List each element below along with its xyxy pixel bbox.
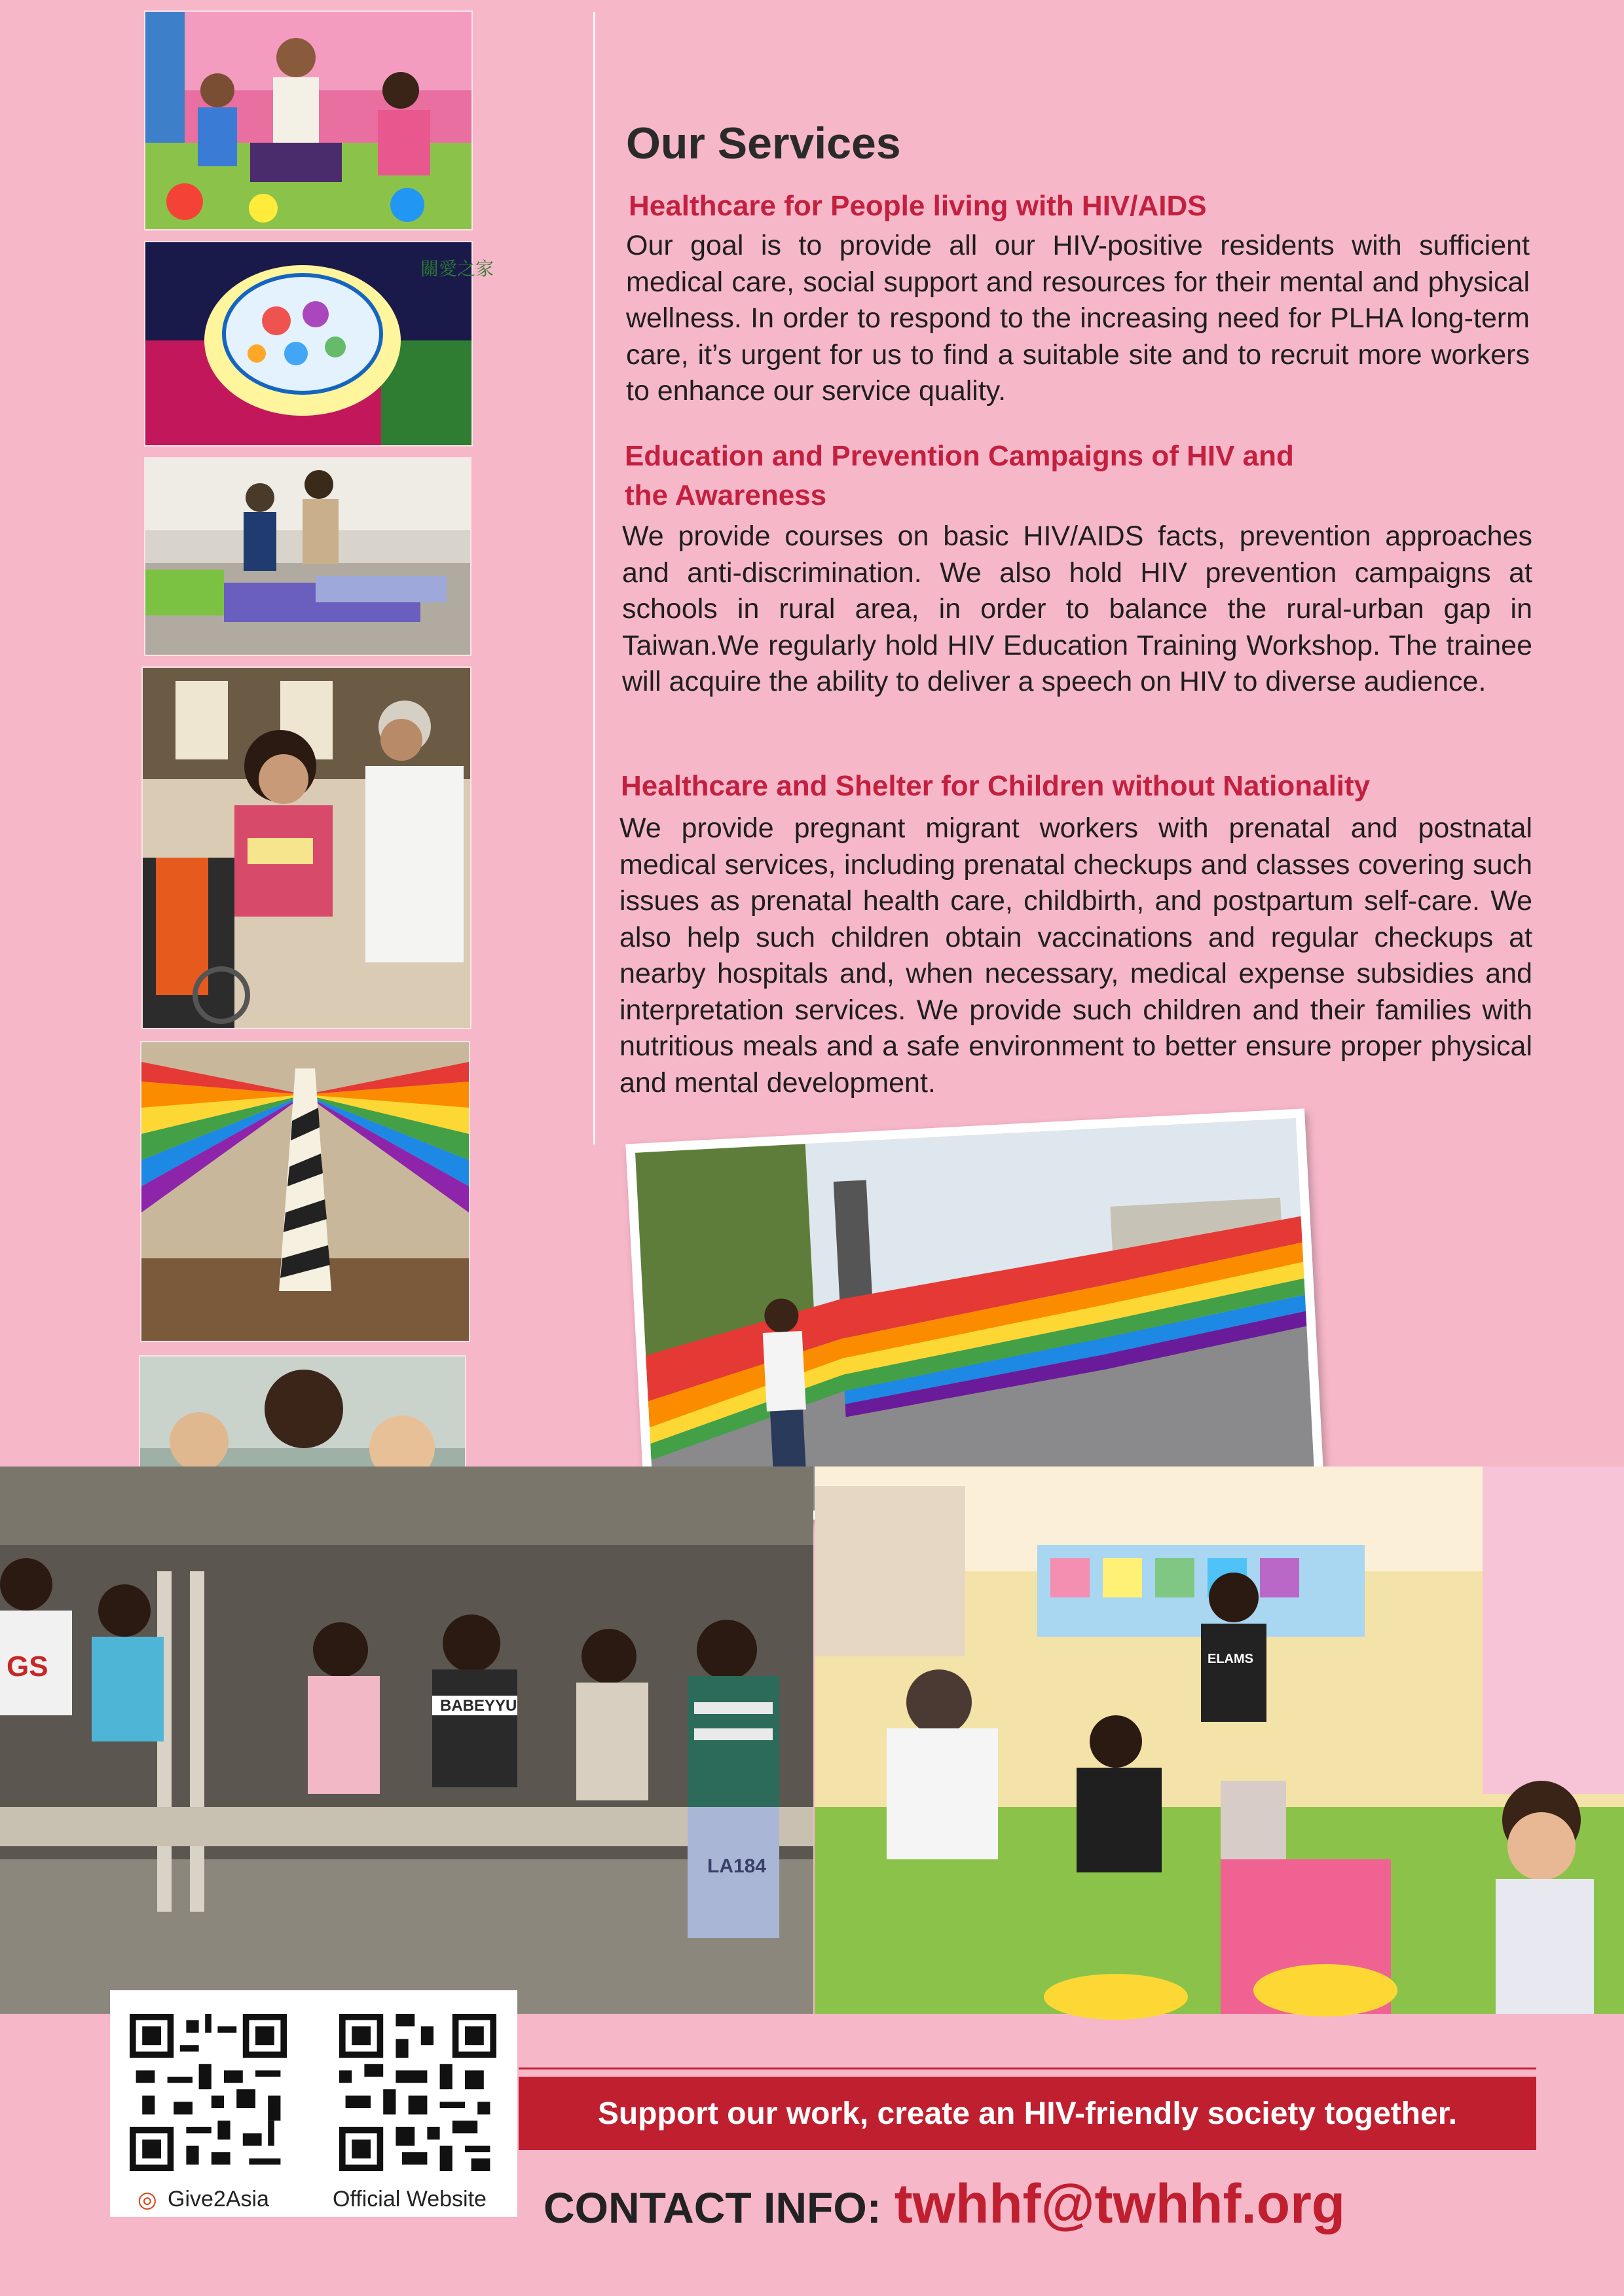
- section-1-heading: Healthcare for People living with HIV/AIDS: [629, 190, 1207, 222]
- qr-code-official-website[interactable]: [339, 2014, 496, 2171]
- photo-rainbow-lighthouse-painting: [141, 1042, 469, 1341]
- section-2-heading-line-1: Education and Prevention Campaigns of HIV and: [625, 440, 1294, 472]
- qr-code-give2asia[interactable]: [130, 2014, 287, 2171]
- footer-rule: [519, 2068, 1536, 2069]
- qr-label-official-website: Official Website: [333, 2187, 487, 2212]
- give2asia-logo-icon: ◎: [138, 2187, 157, 2212]
- contact-info: [544, 2172, 1345, 2236]
- section-3-heading: Healthcare and Shelter for Children without Nationality: [621, 770, 1371, 802]
- qr-label-give2asia: Give2Asia: [168, 2187, 269, 2212]
- support-banner: Support our work, create an HIV-friendly society together.: [519, 2077, 1536, 2150]
- logo-text: 關愛之家: [420, 258, 494, 280]
- section-1-body: Our goal is to provide all our HIV-positive residents with sufficient medical care, social support and resources for their mental and physical wellness. In order to respond to the increasing need for PLHA long-term care, it’s urgent for us to find a suitable site and to recruit more workers to enhance our service quality.: [626, 230, 1530, 407]
- contact-label: CONTACT INFO:: [544, 2183, 881, 2232]
- photo-care-ward: [145, 458, 470, 655]
- section-3-body: We provide pregnant migrant workers with prenatal and postnatal medical services, including prenatal checkups and classes covering such issues as prenatal health care, childbirth, and postpartum self-care. We also help such children obtain vaccinations and regular checkups at nearby hospitals and, when necessary, medical expense subsidies and interpretation services. We provide such children and their families with nutritious meals and a safe environment to better ensure proper physical and mental development.: [619, 812, 1532, 1099]
- section-2-heading-line-2: the Awareness: [625, 479, 827, 511]
- photo-rainbow-flag-rally: [625, 1108, 1324, 1529]
- photo-family-on-mat: [145, 12, 471, 229]
- column-divider: [593, 12, 595, 1144]
- photo-children-on-bench: [0, 1467, 813, 2014]
- shirt-text-babeyyu: BABEYYU: [440, 1697, 517, 1715]
- shirt-text-gs: GS: [7, 1650, 48, 1683]
- page-title: Our Services: [626, 118, 901, 168]
- shirt-text-la184: LA184: [707, 1855, 767, 1877]
- shirt-text-elams: ELAMS: [1208, 1652, 1253, 1666]
- photo-woman-and-elder: [143, 668, 470, 1028]
- section-2-body: We provide courses on basic HIV/AIDS facts, prevention approaches and anti-discrimination. We also hold HIV prevention campaigns at schools in rural area, in order to balance the rural-urban gap in Taiwan.We regularly hold HIV Education Training Workshop. The trainee will acquire the ability to deliver a speech on HIV to diverse audience.: [622, 520, 1532, 697]
- contact-email-link[interactable]: twhhf@twhhf.org: [894, 2173, 1346, 2234]
- qr-code-panel: [110, 1990, 517, 2217]
- photo-brain-gears-illustration: [145, 242, 494, 445]
- photo-nursery-playroom: [815, 1467, 1624, 2014]
